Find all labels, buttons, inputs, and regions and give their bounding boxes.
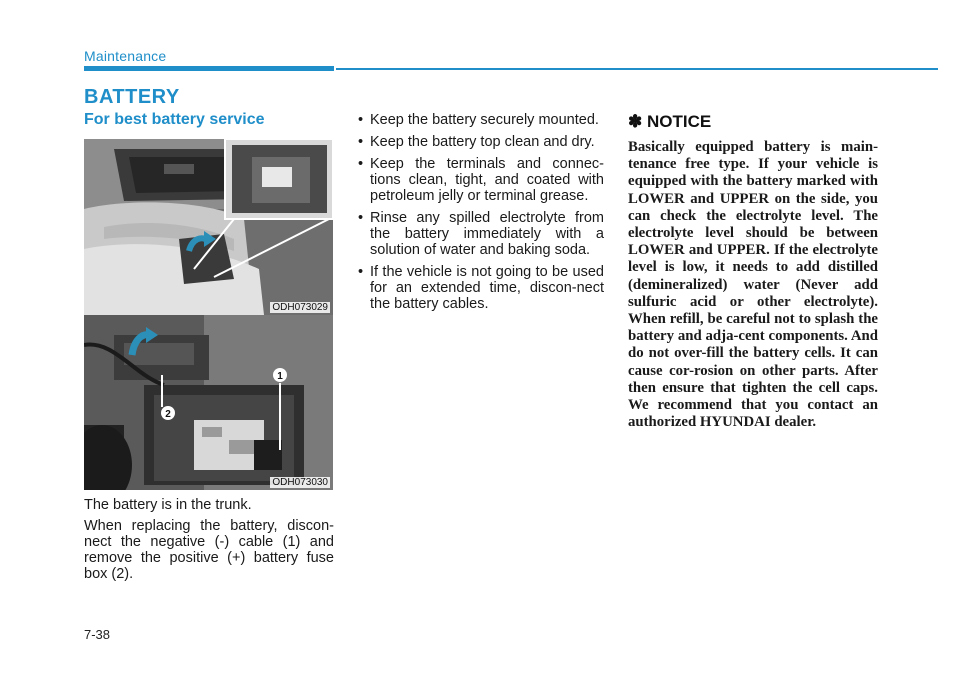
notice-heading xyxy=(628,112,711,132)
bullet-text: If the vehicle is not going to be used for an extended time, discon-nect the battery cables. xyxy=(370,264,604,312)
battery-photo xyxy=(84,315,333,490)
bullet-text: Keep the terminals and connec-tions clean, tight, and coated with petroleum jelly or terminal grease. xyxy=(370,156,604,204)
notice-icon: ✽ xyxy=(628,112,643,131)
section-label: Maintenance xyxy=(84,48,167,64)
callout-2: 2 xyxy=(165,409,171,420)
bullet-list xyxy=(356,112,604,318)
bullet-item xyxy=(356,156,604,204)
bullet-dot-icon: • xyxy=(358,210,364,226)
body-paragraph: When replacing the battery, discon-nect the negative (-) cable (1) and remove the positive (+) battery fuse box (2). xyxy=(84,518,334,582)
notice-title: NOTICE xyxy=(646,112,712,131)
bullet-text: Keep the battery top clean and dry. xyxy=(370,134,595,150)
trunk-illustration xyxy=(84,139,333,315)
figure-code: ODH073029 xyxy=(272,302,328,313)
bullet-dot-icon: • xyxy=(358,264,364,280)
body-paragraph: The battery is in the trunk. xyxy=(84,497,252,513)
figure-code: ODH073030 xyxy=(272,477,328,488)
bullet-item xyxy=(356,134,604,150)
bullet-dot-icon: • xyxy=(358,112,364,128)
notice-text: Basically equipped battery is main-tenance free type. If your vehicle is equipped with the battery marked with LOWER and UPPER on the side, you can check the electrolyte level. The electrolyte level should be between LOWER and UPPER. If the electrolyte level is low, it needs to add distilled (demineralized) water (Never add sulfuric acid or other electrolyte). When refill, be careful not to splash the battery and adja-cent components. And do not over-fill the battery cells. It can cause cor-rosion on other parts. After then ensure that tighten the cell caps. We recommend that you contact an authorized HYUNDAI dealer. xyxy=(628,139,878,431)
bullet-item xyxy=(356,112,604,128)
header-rule-thick xyxy=(84,66,334,71)
bullet-dot-icon: • xyxy=(358,134,364,150)
section-subtitle: For best battery service xyxy=(84,111,265,128)
bullet-dot-icon: • xyxy=(358,156,364,172)
bullet-text: Rinse any spilled electrolyte from the battery immediately with a solution of water and baking soda. xyxy=(370,210,604,258)
header-rule-thin xyxy=(336,68,938,70)
trunk-photo xyxy=(84,139,333,315)
battery-illustration xyxy=(84,315,333,490)
bullet-item xyxy=(356,264,604,312)
page-title: BATTERY xyxy=(84,86,180,108)
callout-1: 1 xyxy=(277,371,283,382)
page-number: 7-38 xyxy=(84,627,111,642)
bullet-item xyxy=(356,210,604,258)
bullet-text: Keep the battery securely mounted. xyxy=(370,112,599,128)
